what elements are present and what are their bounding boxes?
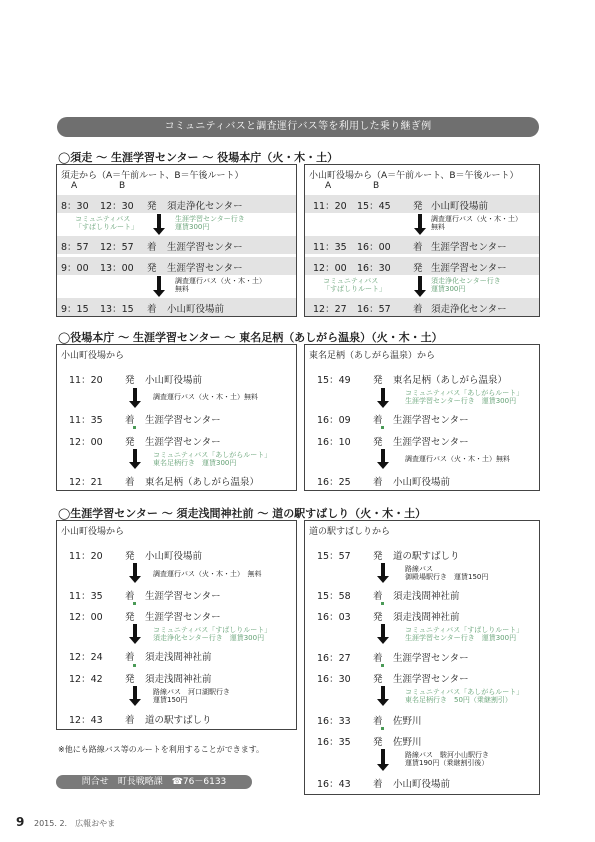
stop-row: 16：30 発 生涯学習センター [317, 674, 469, 685]
stop-row [57, 257, 296, 275]
transfer-marker [133, 602, 136, 605]
stop-row [57, 236, 296, 254]
stop-name: 生涯学習センター [431, 263, 507, 274]
schedule-box-subashiri [56, 164, 297, 317]
stop-row: 16：03 発 須走浅間神社前 [317, 612, 460, 623]
time-b: 12：57 [100, 242, 134, 253]
leg-note-left: コミュニティバス 「すばしりルート」 [323, 277, 386, 293]
stop-name: 須走浄化センター [167, 201, 243, 212]
leg-note: 調査運行バス（火・木・土）無料 [405, 455, 510, 463]
time-a: 11：20 [313, 201, 347, 212]
column-a-header: A [325, 181, 332, 191]
stop-row: 15：49 発 東名足柄（あしがら温泉） [317, 375, 508, 386]
stop-row: 12：21 着 東名足柄（あしがら温泉） [69, 477, 260, 488]
column-a-header: A [71, 181, 78, 191]
schedule-box-oyama-1 [304, 164, 540, 317]
action: 着 [413, 304, 423, 315]
down-arrow-icon [377, 749, 389, 771]
leg-note: コミュニティバス「あしがらルート」 東名足柄行き 50円（乗継割引） [405, 688, 524, 704]
transfer-marker [133, 664, 136, 667]
schedule-box-oyama-2 [56, 344, 297, 491]
stop-row: 12：24 着 須走浅間神社前 [69, 652, 212, 663]
stop-row: 16：33 着 佐野川 [317, 716, 422, 727]
column-b-header: B [119, 181, 126, 191]
section-title-1: ◯須走 ～ 生涯学習センター ～ 役場本庁（火・木・土） [58, 151, 339, 164]
time-a: 8：57 [61, 242, 89, 253]
stop-name: 生涯学習センター [431, 242, 507, 253]
time-a: 12：27 [313, 304, 347, 315]
stop-row: 16：27 着 生涯学習センター [317, 653, 469, 664]
stop-row: 16：09 着 生涯学習センター [317, 415, 469, 426]
stop-name: 小山町役場前 [167, 304, 225, 315]
down-arrow-icon [377, 563, 389, 583]
time-a: 12：00 [313, 263, 347, 274]
stop-name: 生涯学習センター [167, 242, 243, 253]
leg-note-right: 調査運行バス（火・木・土） 無料 [175, 277, 266, 293]
leg-note: コミュニティバス「すばしりルート」 須走浄化センター行き 運賃300円 [153, 626, 272, 642]
time-a: 11：35 [313, 242, 347, 253]
box-header: 須走から（A＝午前ルート、B＝午後ルート） [61, 171, 244, 181]
time-b: 13：15 [100, 304, 134, 315]
contact-bar: 問合せ 町長戦略課 ☎76－6133 [56, 775, 252, 789]
leg-note: 調査運行バス（火・木・土） 無料 [153, 570, 262, 578]
stop-row: 16：25 着 小山町役場前 [317, 477, 451, 488]
stop-row: 11：20 発 小山町役場前 [69, 375, 203, 386]
transfer-marker [381, 664, 384, 667]
down-arrow-icon [153, 214, 165, 235]
box-header: 道の駅すばしりから [309, 527, 391, 537]
down-arrow-icon [129, 624, 141, 644]
time-a: 9：00 [61, 263, 89, 274]
down-arrow-icon [129, 563, 141, 583]
down-arrow-icon [377, 449, 389, 469]
down-arrow-icon [129, 686, 141, 706]
down-arrow-icon [129, 388, 141, 408]
down-arrow-icon [377, 686, 389, 706]
action: 着 [147, 304, 157, 315]
schedule-box-ashigara [304, 344, 540, 491]
down-arrow-icon [153, 276, 165, 297]
down-arrow-icon [129, 449, 141, 469]
time-b: 12：30 [100, 201, 134, 212]
stop-row: 12：43 着 道の駅すばしり [69, 715, 212, 726]
transfer-marker [381, 727, 384, 730]
schedule-box-michinoeki [304, 520, 540, 795]
leg-note-right: 生涯学習センター行き 運賃300円 [175, 215, 245, 231]
down-arrow-icon [414, 214, 426, 235]
stop-row [305, 195, 539, 213]
action: 着 [147, 242, 157, 253]
down-arrow-icon [377, 388, 389, 408]
leg-note: コミュニティバス「すばしりルート」 生涯学習センター行き 運賃300円 [405, 626, 524, 642]
time-b: 13：00 [100, 263, 134, 274]
time-a: 9：15 [61, 304, 89, 315]
stop-row [57, 298, 296, 316]
leg-note-left: コミュニティバス 「すばしりルート」 [75, 215, 138, 231]
stop-name: 小山町役場前 [431, 201, 489, 212]
page-number: 9 [16, 815, 25, 829]
box-header: 東名足柄（あしがら温泉）から [309, 351, 436, 361]
box-header: 小山町役場から（A＝午前ルート、B＝午後ルート） [309, 171, 519, 181]
time-b: 16：00 [357, 242, 391, 253]
leg-note: 路線バス 御殿場駅行き 運賃150円 [405, 565, 489, 581]
time-b: 15：45 [357, 201, 391, 212]
stop-row: 11：20 発 小山町役場前 [69, 551, 203, 562]
action: 発 [413, 201, 423, 212]
box-header: 小山町役場から [61, 351, 125, 361]
action: 発 [413, 263, 423, 274]
stop-name: 須走浄化センター [431, 304, 507, 315]
stop-row: 12：00 発 生涯学習センター [69, 437, 221, 448]
stop-row [305, 257, 539, 275]
stop-row: 12：42 発 須走浅間神社前 [69, 674, 212, 685]
action: 発 [147, 263, 157, 274]
stop-row: 11：35 着 生涯学習センター [69, 591, 221, 602]
leg-note-right: 調査運行バス（火・木・土） 無料 [431, 215, 522, 231]
stop-row: 11：35 着 生涯学習センター [69, 415, 221, 426]
stop-row: 15：58 着 須走浅間神社前 [317, 591, 460, 602]
transfer-marker [381, 602, 384, 605]
transfer-marker [381, 426, 384, 429]
leg-note: 路線バス 河口湖駅行き 運賃150円 [153, 688, 230, 704]
leg-note-right: 須走浄化センター行き 運賃300円 [431, 277, 501, 293]
box-header: 小山町役場から [61, 527, 125, 537]
leg-note: コミュニティバス「あしがらルート」 生涯学習センター行き 運賃300円 [405, 389, 524, 405]
stop-row: 16：10 発 生涯学習センター [317, 437, 469, 448]
action: 発 [147, 201, 157, 212]
stop-row [57, 195, 296, 213]
leg-note: コミュニティバス「あしがらルート」 東名足柄行き 運賃300円 [153, 451, 272, 467]
action: 着 [413, 242, 423, 253]
issue-label: 2015. 2. 広報おやま [34, 819, 116, 828]
stop-row [305, 236, 539, 254]
leg-note: 路線バス 駿河小山駅行き 運賃190円（乗継割引後） [405, 751, 489, 767]
time-b: 16：30 [357, 263, 391, 274]
stop-row: 12：00 発 生涯学習センター [69, 612, 221, 623]
column-b-header: B [373, 181, 380, 191]
footnote: ※他にも路線バス等のルートを利用することができます。 [58, 745, 265, 754]
stop-row: 16：35 発 佐野川 [317, 737, 422, 748]
transfer-marker [133, 426, 136, 429]
leg-note: 調査運行バス（火・木・土）無料 [153, 393, 258, 401]
stop-name: 生涯学習センター [167, 263, 243, 274]
schedule-box-oyama-3 [56, 520, 297, 730]
stop-row: 15：57 発 道の駅すばしり [317, 551, 460, 562]
section-title-2: ◯役場本庁 ～ 生涯学習センター ～ 東名足柄（あしがら温泉）（火・木・土） [58, 331, 443, 344]
page-banner: コミュニティバスと調査運行バス等を利用した乗り継ぎ例 [57, 117, 539, 137]
time-b: 16：57 [357, 304, 391, 315]
stop-row [305, 298, 539, 316]
down-arrow-icon [414, 276, 426, 297]
section-title-3: ◯生涯学習センター ～ 須走浅間神社前 ～ 道の駅すばしり（火・木・土） [58, 507, 427, 520]
time-a: 8：30 [61, 201, 89, 212]
stop-row: 16：43 着 小山町役場前 [317, 779, 451, 790]
down-arrow-icon [377, 624, 389, 644]
